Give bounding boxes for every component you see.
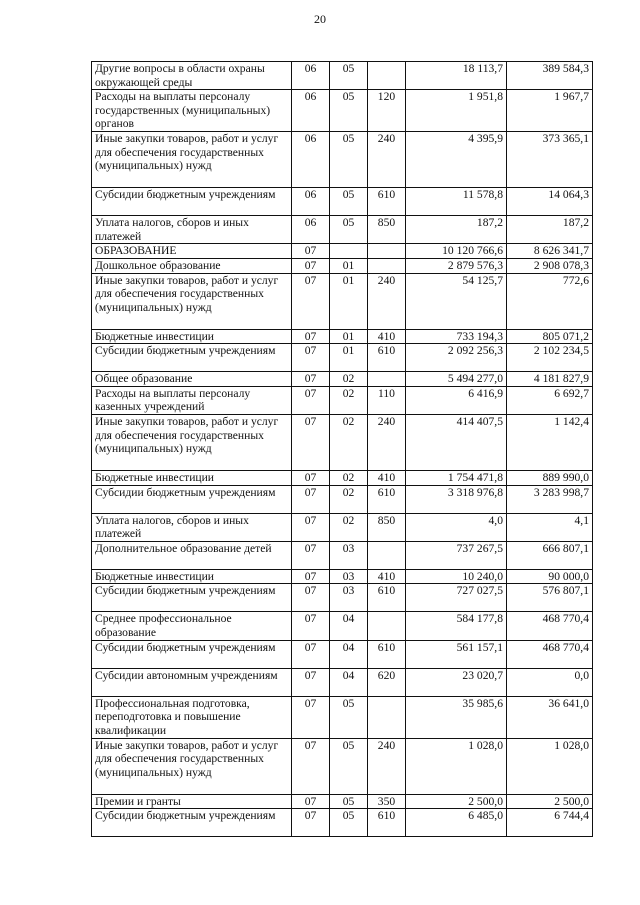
cell-amount-2: 187,2 — [507, 216, 593, 244]
table-row — [92, 132, 593, 188]
cell-expense-type — [368, 62, 406, 90]
table-row — [92, 244, 593, 259]
cell-expense-type: 610 — [368, 485, 406, 513]
cell-expense-type — [368, 258, 406, 273]
cell-name: Дошкольное образование — [92, 258, 292, 273]
cell-amount-2: 0,0 — [507, 668, 593, 696]
table-row — [92, 414, 593, 470]
table-row — [92, 738, 593, 794]
cell-name: Общее образование — [92, 372, 292, 387]
cell-section: 07 — [292, 244, 330, 259]
cell-subsection: 04 — [330, 640, 368, 668]
cell-subsection: 05 — [330, 90, 368, 132]
cell-amount-2: 4 181 827,9 — [507, 372, 593, 387]
cell-section: 07 — [292, 372, 330, 387]
table-row — [92, 668, 593, 696]
cell-amount-1: 3 318 976,8 — [406, 485, 507, 513]
cell-expense-type: 240 — [368, 414, 406, 470]
cell-amount-1: 6 416,9 — [406, 386, 507, 414]
table-row — [92, 541, 593, 569]
cell-amount-1: 10 120 766,6 — [406, 244, 507, 259]
cell-section: 07 — [292, 668, 330, 696]
cell-subsection: 05 — [330, 696, 368, 738]
cell-expense-type — [368, 612, 406, 640]
cell-subsection: 03 — [330, 541, 368, 569]
cell-subsection: 01 — [330, 273, 368, 329]
cell-expense-type: 610 — [368, 809, 406, 837]
cell-name: Иные закупки товаров, работ и услуг для обеспечения государственных (муниципальных) нужд — [92, 414, 292, 470]
cell-name: Профессиональная подготовка, переподготовка и повышение квалификации — [92, 696, 292, 738]
cell-amount-1: 10 240,0 — [406, 569, 507, 584]
cell-amount-1: 1 754 471,8 — [406, 470, 507, 485]
cell-subsection: 02 — [330, 372, 368, 387]
cell-amount-1: 737 267,5 — [406, 541, 507, 569]
cell-section: 07 — [292, 569, 330, 584]
cell-name: Иные закупки товаров, работ и услуг для обеспечения государственных (муниципальных) нужд — [92, 132, 292, 188]
cell-expense-type — [368, 696, 406, 738]
cell-amount-2: 3 283 998,7 — [507, 485, 593, 513]
cell-amount-2: 805 071,2 — [507, 329, 593, 344]
cell-section: 07 — [292, 414, 330, 470]
cell-subsection: 05 — [330, 738, 368, 794]
cell-subsection: 02 — [330, 513, 368, 541]
cell-expense-type: 240 — [368, 273, 406, 329]
page-number: 20 — [314, 12, 326, 26]
table-row — [92, 90, 593, 132]
cell-subsection: 01 — [330, 329, 368, 344]
table-row — [92, 216, 593, 244]
cell-amount-1: 561 157,1 — [406, 640, 507, 668]
cell-name: Дополнительное образование детей — [92, 541, 292, 569]
cell-subsection: 02 — [330, 386, 368, 414]
cell-section: 06 — [292, 188, 330, 216]
table-row — [92, 809, 593, 837]
cell-name: Субсидии бюджетным учреждениям — [92, 344, 292, 372]
cell-expense-type: 410 — [368, 569, 406, 584]
cell-amount-2: 90 000,0 — [507, 569, 593, 584]
cell-subsection: 05 — [330, 62, 368, 90]
cell-section: 06 — [292, 62, 330, 90]
cell-amount-1: 414 407,5 — [406, 414, 507, 470]
cell-section: 07 — [292, 696, 330, 738]
cell-name: Уплата налогов, сборов и иных платежей — [92, 513, 292, 541]
cell-amount-1: 2 879 576,3 — [406, 258, 507, 273]
table-row — [92, 62, 593, 90]
cell-subsection: 05 — [330, 188, 368, 216]
cell-name: Премии и гранты — [92, 794, 292, 809]
cell-expense-type — [368, 244, 406, 259]
cell-subsection: 05 — [330, 794, 368, 809]
cell-amount-1: 1 951,8 — [406, 90, 507, 132]
cell-amount-2: 1 142,4 — [507, 414, 593, 470]
cell-section: 07 — [292, 344, 330, 372]
cell-expense-type: 120 — [368, 90, 406, 132]
cell-subsection: 03 — [330, 569, 368, 584]
cell-amount-2: 1 967,7 — [507, 90, 593, 132]
cell-expense-type: 610 — [368, 344, 406, 372]
cell-amount-2: 8 626 341,7 — [507, 244, 593, 259]
cell-name: Другие вопросы в области охраны окружающей среды — [92, 62, 292, 90]
cell-expense-type: 350 — [368, 794, 406, 809]
cell-amount-2: 6 692,7 — [507, 386, 593, 414]
table-row — [92, 612, 593, 640]
cell-expense-type: 610 — [368, 584, 406, 612]
cell-name: Субсидии бюджетным учреждениям — [92, 584, 292, 612]
cell-section: 07 — [292, 258, 330, 273]
cell-subsection: 01 — [330, 344, 368, 372]
cell-amount-1: 4,0 — [406, 513, 507, 541]
cell-subsection: 02 — [330, 414, 368, 470]
cell-expense-type: 850 — [368, 513, 406, 541]
cell-name: ОБРАЗОВАНИЕ — [92, 244, 292, 259]
table-row — [92, 386, 593, 414]
cell-amount-1: 23 020,7 — [406, 668, 507, 696]
cell-amount-1: 733 194,3 — [406, 329, 507, 344]
cell-expense-type: 410 — [368, 470, 406, 485]
cell-expense-type: 240 — [368, 738, 406, 794]
cell-amount-2: 373 365,1 — [507, 132, 593, 188]
cell-amount-2: 36 641,0 — [507, 696, 593, 738]
cell-name: Расходы на выплаты персоналу казенных учреждений — [92, 386, 292, 414]
cell-section: 07 — [292, 386, 330, 414]
cell-subsection: 05 — [330, 216, 368, 244]
cell-section: 07 — [292, 612, 330, 640]
cell-amount-1: 1 028,0 — [406, 738, 507, 794]
cell-expense-type: 410 — [368, 329, 406, 344]
cell-amount-1: 6 485,0 — [406, 809, 507, 837]
cell-amount-2: 2 500,0 — [507, 794, 593, 809]
cell-expense-type: 620 — [368, 668, 406, 696]
cell-subsection: 05 — [330, 132, 368, 188]
cell-amount-2: 468 770,4 — [507, 640, 593, 668]
cell-name: Субсидии автономным учреждениям — [92, 668, 292, 696]
cell-section: 06 — [292, 132, 330, 188]
cell-amount-2: 389 584,3 — [507, 62, 593, 90]
cell-expense-type: 110 — [368, 386, 406, 414]
cell-amount-2: 1 028,0 — [507, 738, 593, 794]
table-row — [92, 344, 593, 372]
cell-section: 06 — [292, 216, 330, 244]
cell-name: Субсидии бюджетным учреждениям — [92, 640, 292, 668]
cell-section: 07 — [292, 541, 330, 569]
cell-amount-1: 5 494 277,0 — [406, 372, 507, 387]
cell-subsection: 02 — [330, 485, 368, 513]
cell-section: 06 — [292, 90, 330, 132]
table-row — [92, 258, 593, 273]
table-body — [92, 62, 593, 837]
cell-name: Иные закупки товаров, работ и услуг для обеспечения государственных (муниципальных) нужд — [92, 738, 292, 794]
cell-subsection — [330, 244, 368, 259]
cell-amount-2: 772,6 — [507, 273, 593, 329]
cell-amount-1: 187,2 — [406, 216, 507, 244]
table-row — [92, 470, 593, 485]
cell-expense-type — [368, 372, 406, 387]
cell-name: Иные закупки товаров, работ и услуг для обеспечения государственных (муниципальных) нужд — [92, 273, 292, 329]
cell-amount-1: 584 177,8 — [406, 612, 507, 640]
cell-section: 07 — [292, 273, 330, 329]
cell-subsection: 04 — [330, 612, 368, 640]
cell-subsection: 01 — [330, 258, 368, 273]
table-row — [92, 640, 593, 668]
cell-amount-1: 18 113,7 — [406, 62, 507, 90]
table-row — [92, 485, 593, 513]
cell-subsection: 02 — [330, 470, 368, 485]
cell-expense-type: 610 — [368, 640, 406, 668]
cell-amount-2: 2 908 078,3 — [507, 258, 593, 273]
cell-section: 07 — [292, 329, 330, 344]
table-row — [92, 273, 593, 329]
cell-expense-type: 850 — [368, 216, 406, 244]
cell-amount-2: 6 744,4 — [507, 809, 593, 837]
table-row — [92, 584, 593, 612]
cell-amount-2: 666 807,1 — [507, 541, 593, 569]
cell-amount-1: 727 027,5 — [406, 584, 507, 612]
cell-name: Субсидии бюджетным учреждениям — [92, 188, 292, 216]
cell-section: 07 — [292, 470, 330, 485]
cell-subsection: 05 — [330, 809, 368, 837]
cell-amount-1: 11 578,8 — [406, 188, 507, 216]
table-row — [92, 329, 593, 344]
cell-name: Расходы на выплаты персоналу государственных (муниципальных) органов — [92, 90, 292, 132]
table-row — [92, 794, 593, 809]
cell-amount-1: 54 125,7 — [406, 273, 507, 329]
table-row — [92, 569, 593, 584]
cell-amount-1: 2 092 256,3 — [406, 344, 507, 372]
cell-expense-type — [368, 541, 406, 569]
cell-amount-2: 2 102 234,5 — [507, 344, 593, 372]
cell-amount-1: 35 985,6 — [406, 696, 507, 738]
cell-expense-type: 610 — [368, 188, 406, 216]
cell-section: 07 — [292, 794, 330, 809]
cell-name: Бюджетные инвестиции — [92, 569, 292, 584]
cell-amount-2: 4,1 — [507, 513, 593, 541]
cell-subsection: 03 — [330, 584, 368, 612]
cell-name: Бюджетные инвестиции — [92, 329, 292, 344]
cell-name: Уплата налогов, сборов и иных платежей — [92, 216, 292, 244]
table-row — [92, 513, 593, 541]
table-row — [92, 188, 593, 216]
table-row — [92, 696, 593, 738]
cell-section: 07 — [292, 738, 330, 794]
cell-name: Субсидии бюджетным учреждениям — [92, 809, 292, 837]
cell-section: 07 — [292, 584, 330, 612]
cell-amount-2: 468 770,4 — [507, 612, 593, 640]
cell-section: 07 — [292, 809, 330, 837]
cell-amount-2: 889 990,0 — [507, 470, 593, 485]
cell-section: 07 — [292, 640, 330, 668]
cell-name: Среднее профессиональное образование — [92, 612, 292, 640]
cell-amount-2: 14 064,3 — [507, 188, 593, 216]
cell-amount-1: 4 395,9 — [406, 132, 507, 188]
cell-amount-2: 576 807,1 — [507, 584, 593, 612]
table-row — [92, 372, 593, 387]
cell-section: 07 — [292, 513, 330, 541]
cell-section: 07 — [292, 485, 330, 513]
cell-subsection: 04 — [330, 668, 368, 696]
cell-name: Бюджетные инвестиции — [92, 470, 292, 485]
budget-table — [91, 61, 593, 837]
cell-amount-1: 2 500,0 — [406, 794, 507, 809]
cell-expense-type: 240 — [368, 132, 406, 188]
cell-name: Субсидии бюджетным учреждениям — [92, 485, 292, 513]
